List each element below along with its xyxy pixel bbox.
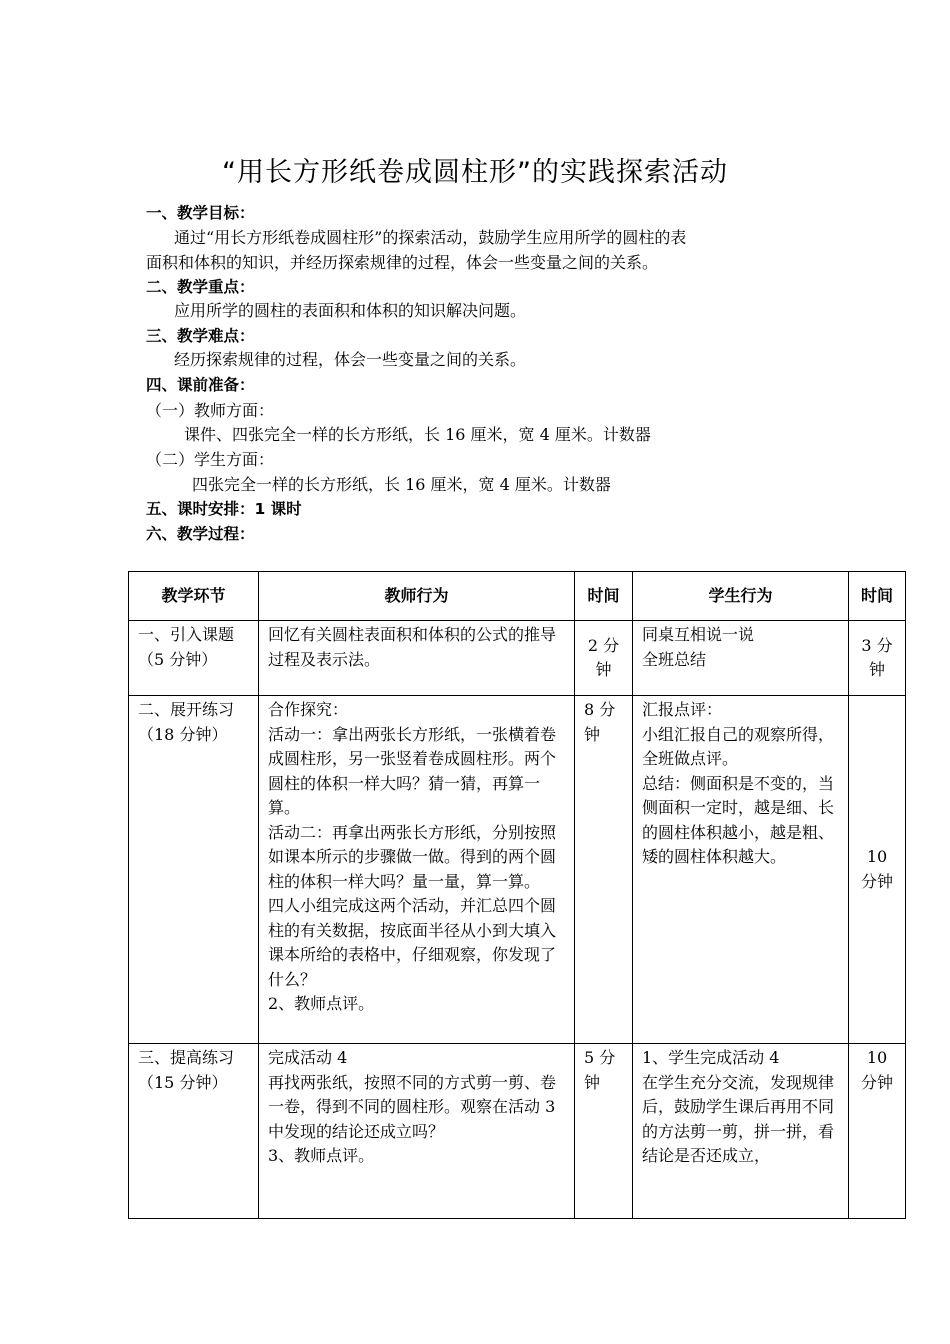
stage-duration: （15 分钟） <box>138 1072 228 1092</box>
time-cell: 8 分钟 <box>575 696 633 1044</box>
header-time-teacher: 时间 <box>575 572 633 621</box>
teacher-text: 四人小组完成这两个活动，并汇总四个圆柱的有关数据，按底面半径从小到大填入课本所给的表格中，仔细观察，你发现了什么？ <box>268 896 557 989</box>
student-text: 全班总结 <box>642 649 707 669</box>
section-heading-goals: 一、教学目标： <box>146 204 255 222</box>
goals-text-line-1: 通过“用长方形纸卷成圆柱形”的探索活动，鼓励学生应用所学的圆柱的表 <box>174 228 687 247</box>
section-heading-difficulty: 三、教学难点： <box>146 327 255 345</box>
teacher-text: 2、教师点评。 <box>268 994 375 1013</box>
header-stage: 教学环节 <box>129 572 259 621</box>
time-cell: 3 分钟 <box>849 621 906 696</box>
time-cell: 2 分钟 <box>575 621 633 696</box>
table-row <box>129 696 906 1044</box>
section-heading-schedule: 五、课时安排：1 课时 <box>146 500 302 518</box>
preparation-student-label: （二）学生方面： <box>146 450 275 469</box>
stage-name: 二、展开练习 <box>138 700 235 719</box>
time-cell: 10 分钟 <box>849 1044 906 1219</box>
teacher-cell <box>259 621 575 696</box>
student-text: 在学生充分交流，发现规律后，鼓励学生课后再用不同的方法剪一剪，拼一拼，看结论是否还成立， <box>642 1072 835 1165</box>
teacher-text: 活动一：拿出两张长方形纸，一张横着卷成圆柱形，另一张竖着卷成圆柱形。两个圆柱的体积一样大吗？猜一猜，再算一算。 <box>268 724 557 817</box>
stage-duration: （18 分钟） <box>138 724 228 744</box>
teacher-cell <box>259 696 575 1044</box>
teacher-text: 3、教师点评。 <box>268 1146 375 1165</box>
teacher-text: 合作探究： <box>268 700 349 719</box>
section-heading-process: 六、教学过程： <box>146 525 255 543</box>
table-row <box>129 621 906 696</box>
teaching-process-table <box>128 571 906 1219</box>
stage-name: 一、引入课题 <box>138 625 235 644</box>
stage-cell <box>129 696 259 1044</box>
section-heading-preparation: 四、课前准备： <box>146 376 255 394</box>
student-text: 汇报点评： <box>642 700 723 719</box>
goals-text-line-2: 面积和体积的知识，并经历探索规律的过程，体会一些变量之间的关系。 <box>146 253 659 272</box>
header-student-behavior: 学生行为 <box>633 572 849 621</box>
section-heading-focus: 二、教学重点： <box>146 278 255 296</box>
student-cell <box>633 696 849 1044</box>
teacher-text: 再找两张纸，按照不同的方式剪一剪、卷一卷，得到不同的圆柱形。观察在活动 3 中发现的结论还成立吗？ <box>268 1072 557 1141</box>
student-cell <box>633 1044 849 1219</box>
header-time-student: 时间 <box>849 572 906 621</box>
stage-cell <box>129 621 259 696</box>
preparation-teacher-label: （一）教师方面： <box>146 401 275 420</box>
teacher-text: 回忆有关圆柱表面积和体积的公式的推导过程及表示法。 <box>268 625 557 669</box>
stage-duration: （5 分钟） <box>138 649 218 669</box>
student-text: 总结：侧面积是不变的，当侧面积一定时，越是细、长的圆柱体积越小，越是粗、矮的圆柱体积越大。 <box>642 773 835 866</box>
teacher-text: 活动二：再拿出两张长方形纸，分别按照如课本所示的步骤做一做。得到的两个圆柱的体积一样大吗？量一量，算一算。 <box>268 822 557 891</box>
header-teacher-behavior: 教师行为 <box>259 572 575 621</box>
time-cell: 10 分钟 <box>849 696 906 1044</box>
time-cell: 5 分钟 <box>575 1044 633 1219</box>
table-header-row <box>129 572 906 621</box>
student-text: 同桌互相说一说 <box>642 625 755 644</box>
teacher-cell <box>259 1044 575 1219</box>
table-row <box>129 1044 906 1219</box>
stage-cell <box>129 1044 259 1219</box>
focus-text: 应用所学的圆柱的表面积和体积的知识解决问题。 <box>174 301 527 320</box>
page-title: “用长方形纸卷成圆柱形”的实践探索活动 <box>222 157 728 188</box>
student-text: 小组汇报自己的观察所得，全班做点评。 <box>642 724 835 768</box>
difficulty-text: 经历探索规律的过程，体会一些变量之间的关系。 <box>174 350 527 369</box>
preparation-teacher-text: 课件、四张完全一样的长方形纸，长 16 厘米，宽 4 厘米。计数器 <box>184 425 651 444</box>
preparation-student-text: 四张完全一样的长方形纸，长 16 厘米，宽 4 厘米。计数器 <box>192 475 611 494</box>
stage-name: 三、提高练习 <box>138 1048 235 1067</box>
teacher-text: 完成活动 4 <box>268 1048 348 1067</box>
student-cell <box>633 621 849 696</box>
student-text: 1、学生完成活动 4 <box>642 1048 780 1067</box>
